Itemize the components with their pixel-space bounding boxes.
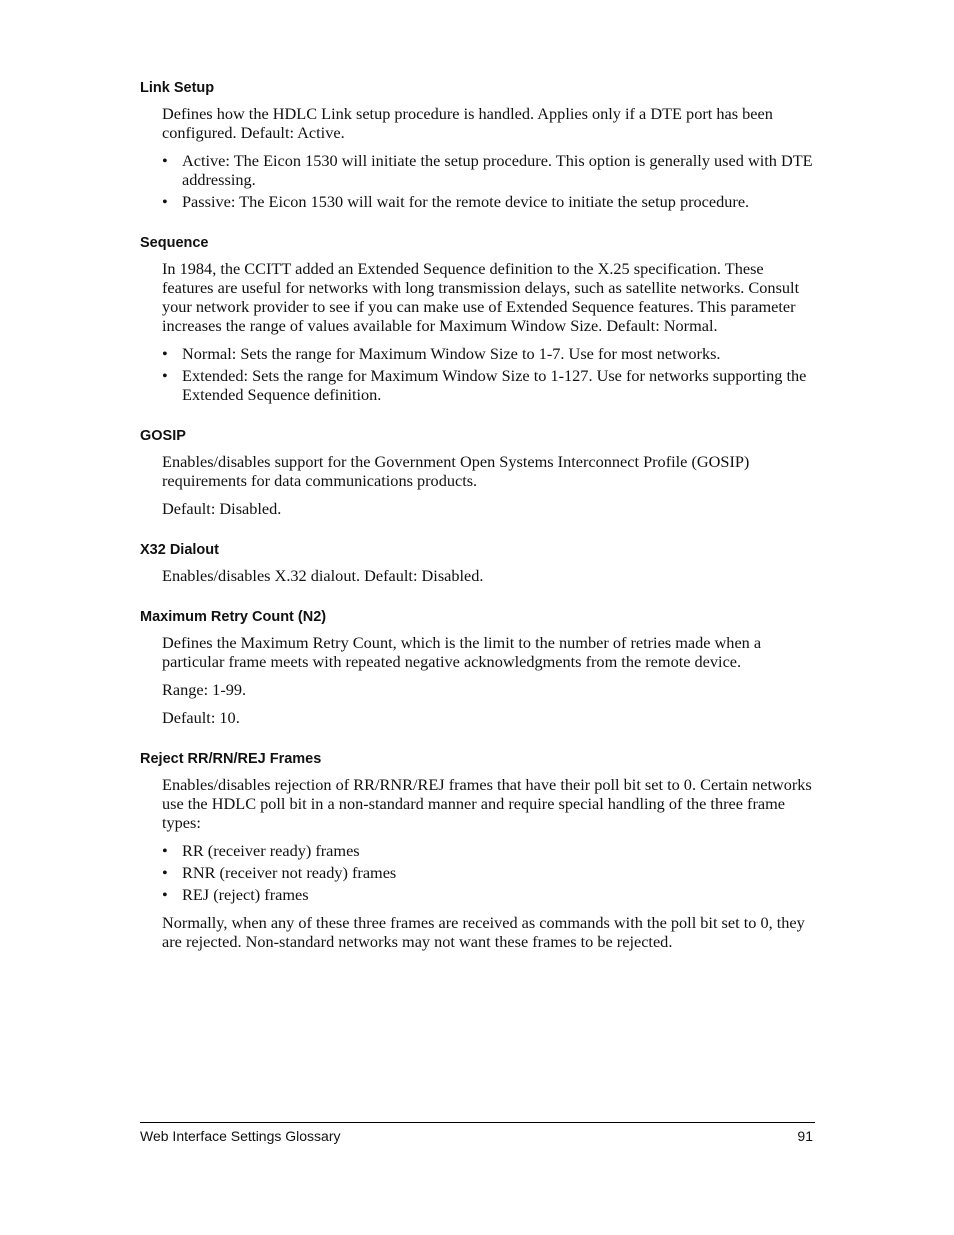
bullet-marker: • [162,366,168,385]
list-item [162,885,816,904]
bullet-marker: • [162,885,168,904]
list-item-text: Passive: The Eicon 1530 will wait for the remote device to initiate the setup procedure. [182,192,750,211]
section-body [162,104,816,211]
page-number: 91 [797,1128,813,1144]
page-content [140,79,816,951]
list-item [162,366,816,404]
section-link-setup [140,79,816,211]
section-heading: GOSIP [140,428,186,444]
list-item [162,863,816,882]
section-heading: Reject RR/RN/REJ Frames [140,751,322,767]
section-body [162,259,816,404]
list-item-text: RR (receiver ready) frames [182,841,360,860]
bullet-marker: • [162,863,168,882]
list-item-text: Extended: Sets the range for Maximum Window Size to 1-127. Use for networks supporting the Extended Sequence definition. [182,366,807,404]
footer-title: Web Interface Settings Glossary [140,1128,341,1144]
section-gosip [140,427,816,518]
list-item [162,841,816,860]
section-reject-frames [140,750,816,951]
paragraph: Default: Disabled. [162,499,282,518]
section-heading: Sequence [140,235,209,251]
section-x32-dialout [140,541,816,585]
paragraph: Defines how the HDLC Link setup procedure is handled. Applies only if a DTE port has been configured. Default: Active. [162,104,773,142]
paragraph: Range: 1-99. [162,680,247,699]
list-item-text: RNR (receiver not ready) frames [182,863,397,882]
section-body [162,633,816,727]
footer-rule [140,1122,815,1123]
section-body [162,566,816,585]
section-heading: Maximum Retry Count (N2) [140,609,327,625]
paragraph: Enables/disables support for the Government Open Systems Interconnect Profile (GOSIP) requirements for data communications products. [162,452,750,490]
section-heading: X32 Dialout [140,542,219,558]
bullet-marker: • [162,192,168,211]
list-item [162,192,816,211]
paragraph: Defines the Maximum Retry Count, which is the limit to the number of retries made when a particular frame meets with repeated negative acknowledgments from the remote device. [162,633,762,671]
bullet-list [162,841,816,904]
list-item-text: Normal: Sets the range for Maximum Window Size to 1-7. Use for most networks. [182,344,721,363]
paragraph: Default: 10. [162,708,240,727]
bullet-marker: • [162,151,168,170]
bullet-list [162,344,816,404]
bullet-marker: • [162,841,168,860]
paragraph: Enables/disables rejection of RR/RNR/REJ frames that have their poll bit set to 0. Certain networks use the HDLC poll bit in a non-standard manner and require special handling of the three frame types: [162,775,812,832]
page-footer [140,1128,815,1146]
section-heading: Link Setup [140,80,215,96]
section-sequence [140,234,816,404]
paragraph: Normally, when any of these three frames are received as commands with the poll bit set to 0, they are rejected. Non-standard networks may not want these frames to be rejected. [162,913,805,951]
section-maximum-retry-count [140,608,816,727]
list-item [162,344,816,363]
paragraph: In 1984, the CCITT added an Extended Sequence definition to the X.25 specification. These features are useful for networks with long transmission delays, such as satellite networks. Consult your network provider to see if you can make use of Extended Sequence features. This parameter increases the range of values available for Maximum Window Size. Default: Normal. [162,259,800,335]
list-item-text: REJ (reject) frames [182,885,309,904]
section-body [162,775,816,951]
bullet-marker: • [162,344,168,363]
list-item-text: Active: The Eicon 1530 will initiate the setup procedure. This option is generally used with DTE addressing. [182,151,813,189]
list-item [162,151,816,189]
paragraph: Enables/disables X.32 dialout. Default: Disabled. [162,566,484,585]
bullet-list [162,151,816,211]
section-body [162,452,816,518]
